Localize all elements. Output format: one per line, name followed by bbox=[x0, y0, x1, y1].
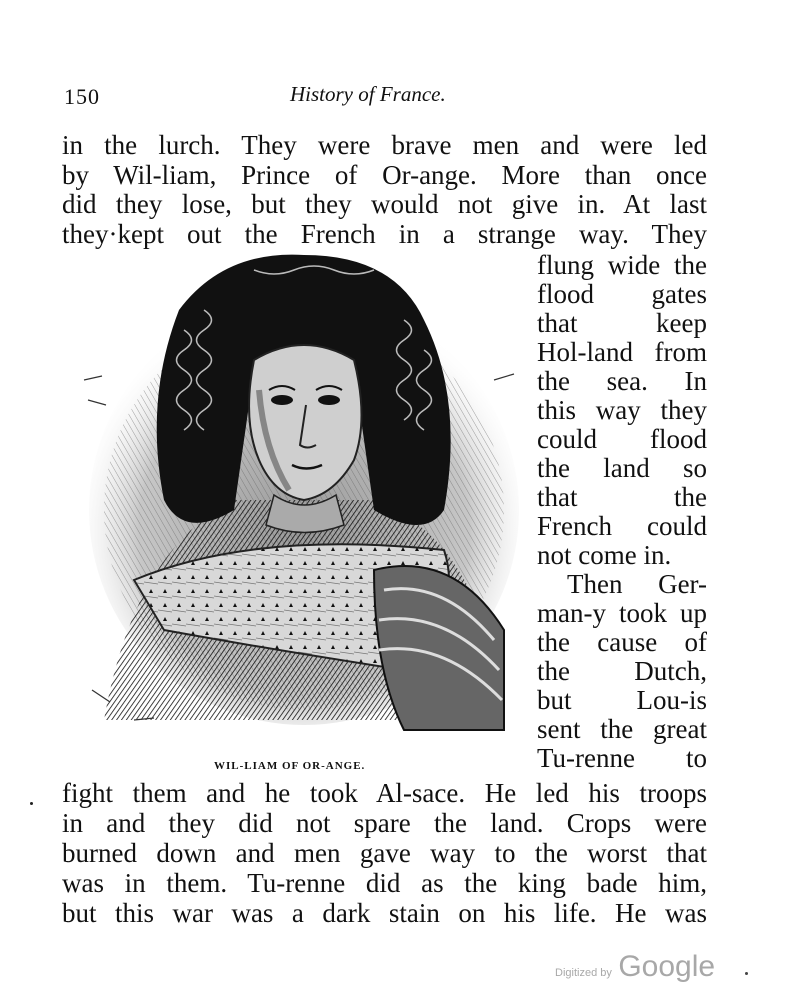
text-line: the sea. In bbox=[537, 366, 707, 396]
text-line: they·kept out the French in a strange way. They bbox=[62, 219, 707, 249]
text-line: was in them. Tu-renne did as the king bade him, bbox=[62, 868, 707, 898]
text-line: in the lurch. They were brave men and were led bbox=[62, 130, 707, 160]
text-line: in and they did not spare the land. Crops were bbox=[62, 808, 707, 838]
text-line: French could bbox=[537, 511, 707, 541]
text-line: man-y took up bbox=[537, 598, 707, 628]
text-line: that keep bbox=[537, 308, 707, 338]
page-number: 150 bbox=[64, 84, 100, 109]
text-line: Hol-land from bbox=[537, 337, 707, 367]
text-line: the cause of bbox=[537, 627, 707, 657]
text-line: that the bbox=[537, 482, 707, 512]
text-line: flung wide the bbox=[537, 250, 707, 280]
text-line: did they lose, but they would not give in. At last bbox=[62, 189, 707, 219]
illustration-caption: WIL-LIAM OF OR-ANGE. bbox=[214, 760, 366, 772]
text-line: flood gates bbox=[537, 279, 707, 309]
text-line: the land so bbox=[537, 453, 707, 483]
digitized-watermark bbox=[555, 950, 715, 984]
text-line: the Dutch, bbox=[537, 656, 707, 686]
text-line: could flood bbox=[537, 424, 707, 454]
running-title: History of France. bbox=[290, 82, 446, 106]
watermark-prefix: Digitized by bbox=[555, 967, 612, 979]
stray-dot bbox=[30, 802, 33, 805]
text-line: this way they bbox=[537, 395, 707, 425]
stray-dot bbox=[745, 972, 748, 975]
text-line: burned down and men gave way to the worst that bbox=[62, 838, 707, 868]
text-line: Then Ger- bbox=[567, 569, 707, 599]
text-line: Tu-renne to bbox=[537, 743, 707, 773]
text-line: sent the great bbox=[537, 714, 707, 744]
text-line: not come in. bbox=[537, 540, 672, 570]
text-line: by Wil-liam, Prince of Or-ange. More than once bbox=[62, 160, 707, 190]
text-line: fight them and he took Al-sace. He led his troops bbox=[62, 778, 707, 808]
text-line: but Lou-is bbox=[537, 685, 707, 715]
portrait-illustration bbox=[74, 250, 526, 750]
watermark-brand: Google bbox=[618, 950, 716, 983]
text-line: but this war was a dark stain on his life. He was bbox=[62, 898, 707, 928]
